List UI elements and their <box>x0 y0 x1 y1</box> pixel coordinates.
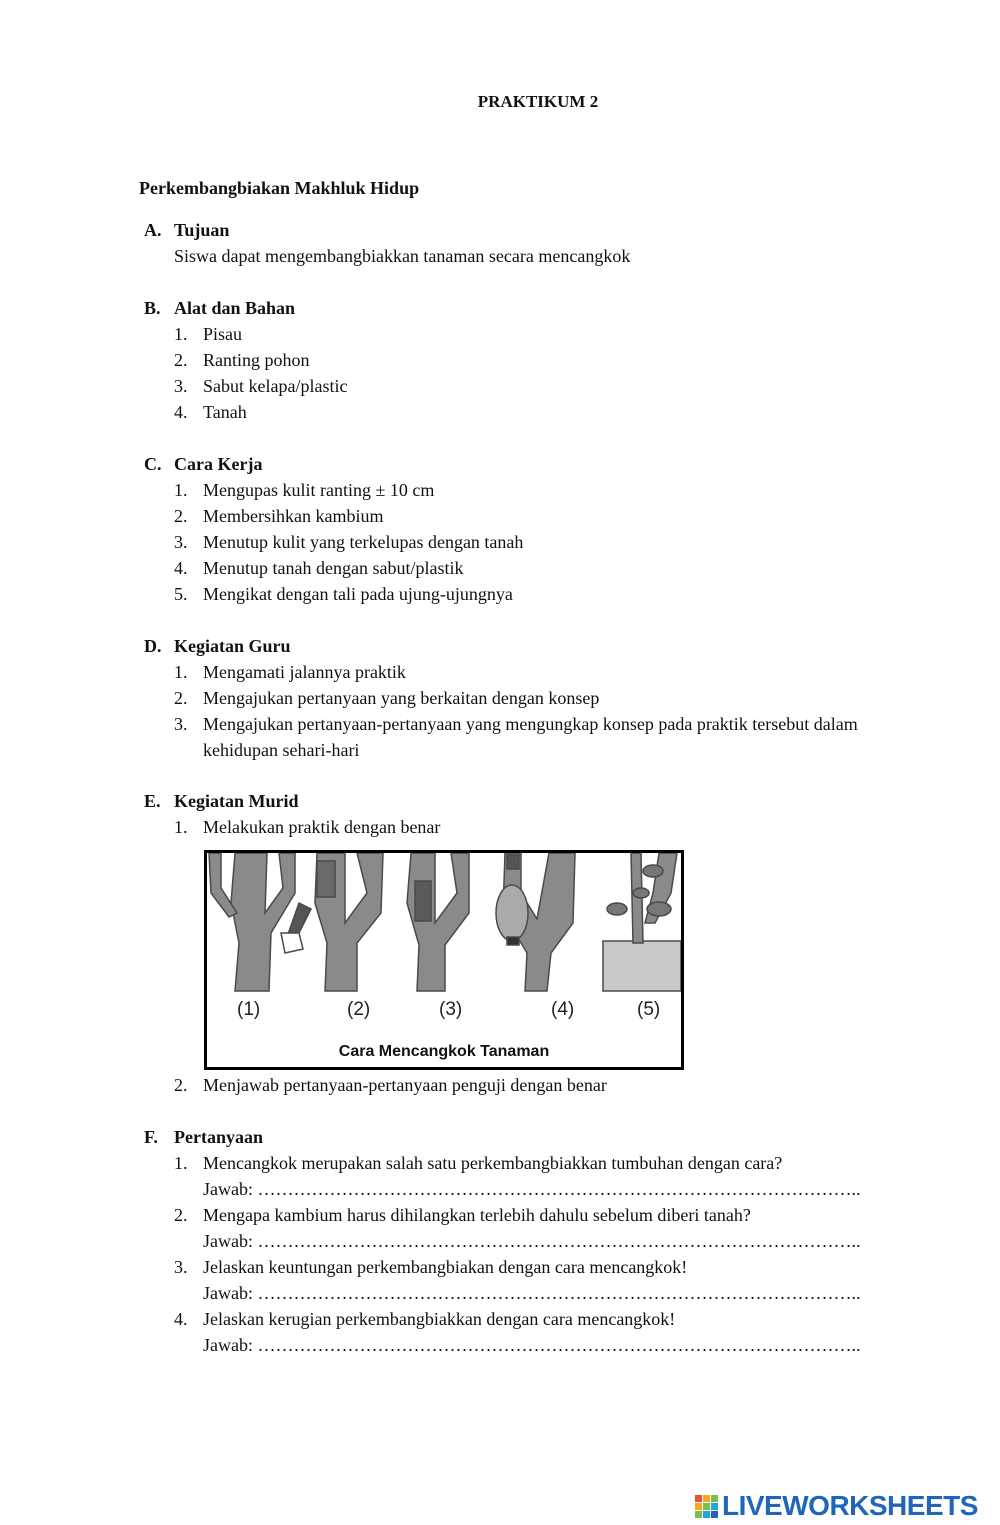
list-item: Pisau <box>203 324 243 344</box>
step-label-1: (1) <box>237 999 261 1020</box>
list-item: Menjawab pertanyaan-pertanyaan penguji dengan benar <box>203 1075 607 1095</box>
tree-step-3 <box>407 853 469 991</box>
list-number: 1. <box>174 817 188 837</box>
logo-text: LIVEWORKSHEETS <box>722 1490 978 1521</box>
section-a-letter: A. <box>144 220 162 240</box>
section-a-text: Siswa dapat mengembangbiakkan tanaman secara mencangkok <box>174 246 631 266</box>
list-number: 3. <box>174 532 188 552</box>
list-item: Mengajukan pertanyaan-pertanyaan yang mengungkap konsep pada praktik tersebut dalam <box>203 714 858 734</box>
list-item: Menutup kulit yang terkelupas dengan tanah <box>203 532 524 552</box>
list-item: Tanah <box>203 402 247 422</box>
step-label-3: (3) <box>439 999 463 1020</box>
step-label-4: (4) <box>551 999 575 1020</box>
liveworksheets-logo[interactable] <box>695 1488 978 1524</box>
list-item: Ranting pohon <box>203 350 310 370</box>
question-number: 1. <box>174 1153 188 1173</box>
list-number: 2. <box>174 688 188 708</box>
list-number: 2. <box>174 350 188 370</box>
list-item: Mengamati jalannya praktik <box>203 662 406 682</box>
list-item-continued: kehidupan sehari-hari <box>203 740 360 760</box>
section-d-heading: Kegiatan Guru <box>174 636 291 656</box>
figure-caption: Cara Mencangkok Tanaman <box>338 1043 550 1060</box>
answer-field-2[interactable]: Jawab: ……………………………………………………………………………………….. <box>203 1231 861 1251</box>
list-number: 3. <box>174 714 188 734</box>
section-c-heading: Cara Kerja <box>174 454 263 474</box>
list-number: 1. <box>174 662 188 682</box>
list-number: 2. <box>174 1075 188 1095</box>
list-number: 2. <box>174 506 188 526</box>
list-item: Mengupas kulit ranting ± 10 cm <box>203 480 435 500</box>
section-a-heading: Tujuan <box>174 220 230 240</box>
question-number: 3. <box>174 1257 188 1277</box>
list-item: Mengikat dengan tali pada ujung-ujungnya <box>203 584 513 604</box>
grafting-illustration <box>207 853 681 1067</box>
answer-field-4[interactable]: Jawab: ……………………………………………………………………………………….. <box>203 1335 861 1355</box>
question-number: 4. <box>174 1309 188 1329</box>
list-item: Membersihkan kambium <box>203 506 384 526</box>
step-label-5: (5) <box>637 999 661 1020</box>
section-f-letter: F. <box>144 1127 158 1147</box>
answer-field-1[interactable]: Jawab: ……………………………………………………………………………………….. <box>203 1179 861 1199</box>
list-item: Melakukan praktik dengan benar <box>203 817 441 837</box>
list-item: Menutup tanah dengan sabut/plastik <box>203 558 464 578</box>
page-title: PRAKTIKUM 2 <box>477 92 599 111</box>
question-text: Jelaskan kerugian perkembangbiakkan dengan cara mencangkok! <box>203 1309 676 1329</box>
list-item: Mengajukan pertanyaan yang berkaitan dengan konsep <box>203 688 600 708</box>
list-number: 3. <box>174 376 188 396</box>
answer-field-3[interactable]: Jawab: ……………………………………………………………………………………….. <box>203 1283 861 1303</box>
question-text: Mencangkok merupakan salah satu perkembangbiakkan tumbuhan dengan cara? <box>203 1153 783 1173</box>
section-c-letter: C. <box>144 454 162 474</box>
grafting-figure <box>204 850 684 1070</box>
section-e-letter: E. <box>144 791 161 811</box>
list-number: 4. <box>174 402 188 422</box>
section-b-heading: Alat dan Bahan <box>174 298 296 318</box>
list-item: Sabut kelapa/plastic <box>203 376 348 396</box>
question-number: 2. <box>174 1205 188 1225</box>
tree-step-1 <box>209 853 295 991</box>
step-label-2: (2) <box>347 999 371 1020</box>
list-number: 1. <box>174 324 188 344</box>
question-text: Jelaskan keuntungan perkembangbiakan dengan cara mencangkok! <box>203 1257 688 1277</box>
list-number: 1. <box>174 480 188 500</box>
section-e-heading: Kegiatan Murid <box>174 791 299 811</box>
question-text: Mengapa kambium harus dihilangkan terlebih dahulu sebelum diberi tanah? <box>203 1205 751 1225</box>
section-b-letter: B. <box>144 298 161 318</box>
section-d-letter: D. <box>144 636 162 656</box>
page-subtitle: Perkembangbiakan Makhluk Hidup <box>139 178 420 198</box>
tree-step-4 <box>496 853 575 991</box>
tree-step-2 <box>281 853 383 991</box>
logo-grid-icon <box>695 1495 718 1518</box>
list-number: 4. <box>174 558 188 578</box>
list-number: 5. <box>174 584 188 604</box>
section-f-heading: Pertanyaan <box>174 1127 263 1147</box>
tree-step-5 <box>603 853 681 991</box>
